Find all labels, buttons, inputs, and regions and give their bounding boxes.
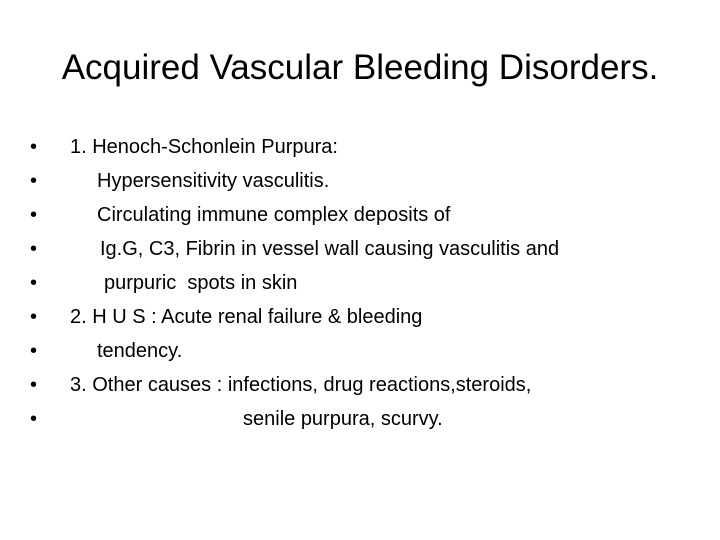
list-item (30, 164, 710, 198)
bullet-text: Ig.G, C3, Fibrin in vessel wall causing vasculitis and (100, 238, 560, 260)
bullet-text: purpuric spots in skin (104, 272, 298, 294)
bullet-icon: • (30, 408, 38, 430)
bullet-icon: • (30, 238, 38, 260)
bullet-icon: • (30, 306, 38, 328)
bullet-icon: • (30, 136, 38, 158)
bullet-text: senile purpura, scurvy. (243, 408, 443, 430)
list-item (30, 130, 710, 164)
list-item (30, 300, 710, 334)
list-item (30, 402, 710, 436)
list-item (30, 232, 710, 266)
list-item (30, 368, 710, 402)
bullet-text: 3. Other causes : infections, drug reactions,steroids, (70, 374, 532, 396)
bullet-icon: • (30, 170, 38, 192)
list-item (30, 334, 710, 368)
bullet-text: Circulating immune complex deposits of (97, 204, 451, 226)
list-item (30, 266, 710, 300)
bullet-icon: • (30, 340, 38, 362)
bullet-icon: • (30, 204, 38, 226)
slide-title: Acquired Vascular Bleeding Disorders. (61, 48, 659, 87)
bullet-icon: • (30, 272, 38, 294)
bullet-text: 1. Henoch-Schonlein Purpura: (70, 136, 338, 158)
bullet-text: 2. H U S : Acute renal failure & bleeding (70, 306, 423, 328)
bullet-icon: • (30, 374, 38, 396)
list-item (30, 198, 710, 232)
bullet-list (30, 130, 710, 436)
bullet-text: Hypersensitivity vasculitis. (97, 170, 330, 192)
bullet-text: tendency. (97, 340, 183, 362)
